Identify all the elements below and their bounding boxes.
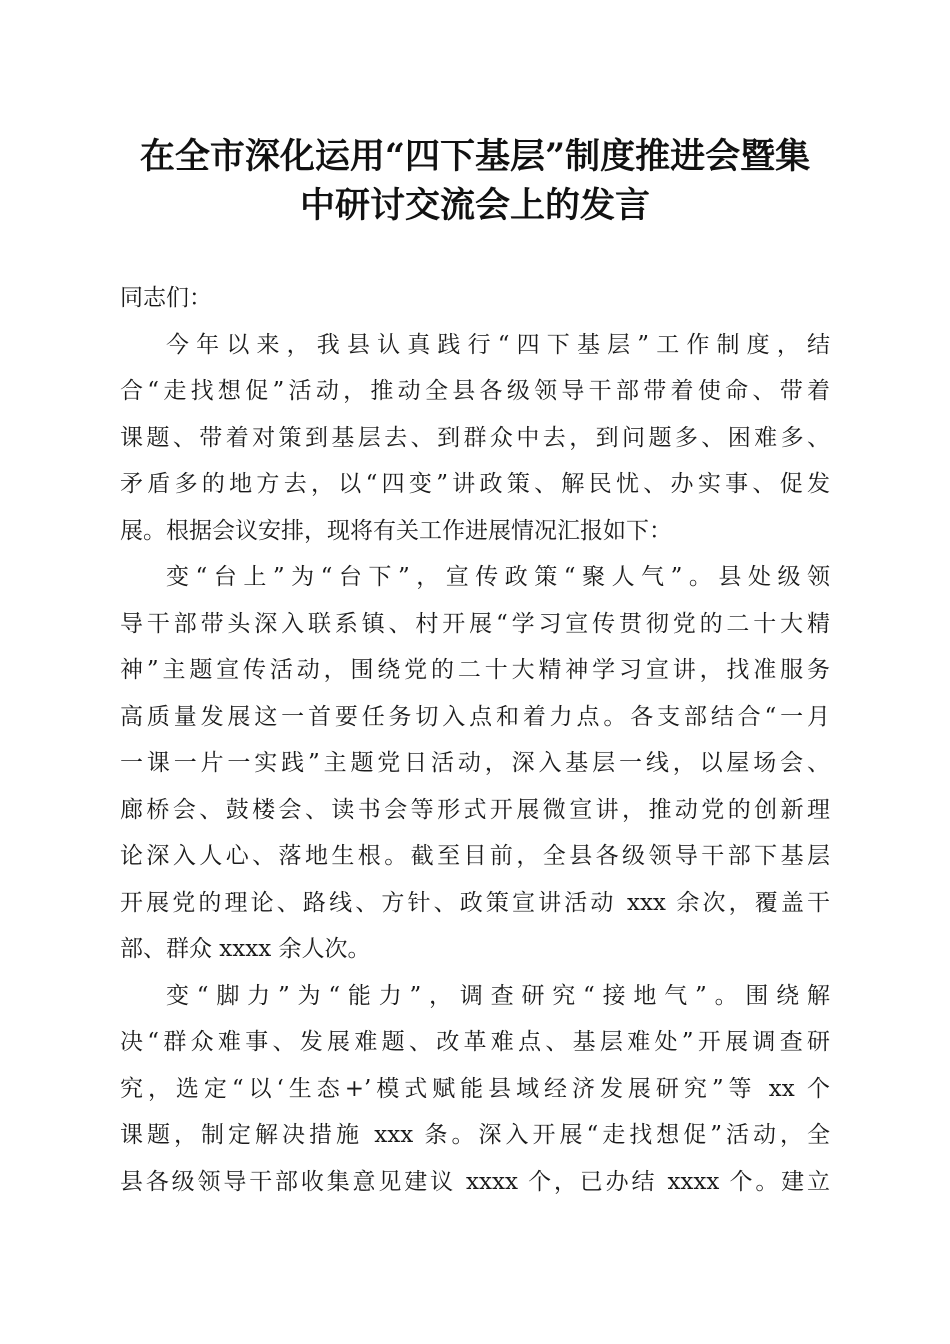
salutation: 同志们： — [120, 285, 212, 311]
paragraph-line: 开展党的理论、路线、方针、政策宣讲活动 xxx 余次，覆盖干 — [120, 889, 830, 916]
paragraph-line: 矛盾多的地方去，以“四变”讲政策、解民忧、办实事、促发 — [120, 471, 830, 497]
document-title — [100, 132, 850, 230]
paragraph-line: 廊桥会、鼓楼会、读书会等形式开展微宣讲，推动党的创新理 — [120, 796, 830, 823]
title-line-1: 在全市深化运用“四下基层”制度推进会暨集 — [139, 136, 811, 177]
paragraph-research — [120, 973, 830, 1206]
paragraph-line: 变“脚力”为“能力”，调查研究“接地气”。围绕解 — [166, 982, 830, 1009]
paragraph-line: 展。根据会议安排，现将有关工作进展情况汇报如下： — [120, 517, 672, 544]
paragraph-line: 神”主题宣传活动，围绕党的二十大精神学习宣讲，找准服务 — [120, 657, 830, 683]
paragraph-intro — [120, 322, 830, 555]
paragraph-line: 今年以来，我县认真践行“四下基层”工作制度，结 — [166, 331, 830, 358]
paragraph-line: 课题，制定解决措施 xxx 条。深入开展“走找想促”活动，全 — [120, 1122, 830, 1148]
paragraph-line: 一课一片一实践”主题党日活动，深入基层一线，以屋场会、 — [120, 750, 830, 776]
paragraph-line: 合“走找想促”活动，推动全县各级领导干部带着使命、带着 — [120, 378, 830, 404]
paragraph-line: 论深入人心、落地生根。截至目前，全县各级领导干部下基层 — [120, 843, 830, 869]
paragraph-line: 究，选定“以‘生态+’模式赋能县域经济发展研究”等 xx 个 — [120, 1075, 830, 1102]
document-body — [120, 275, 830, 1205]
paragraph-line: 变“台上”为“台下”，宣传政策“聚人气”。县处级领 — [166, 564, 830, 590]
paragraph-policy-promotion — [120, 554, 830, 973]
paragraph-line: 县各级领导干部收集意见建议 xxxx 个，已办结 xxxx 个。建立 — [120, 1168, 830, 1195]
paragraph-line: 课题、带着对策到基层去、到群众中去，到问题多、困难多、 — [120, 424, 830, 451]
paragraph-line: 导干部带头深入联系镇、村开展“学习宣传贯彻党的二十大精 — [120, 610, 830, 637]
paragraph-line: 决“群众难事、发展难题、改革难点、基层难处”开展调查研 — [120, 1029, 830, 1055]
paragraph-line: 高质量发展这一首要任务切入点和着力点。各支部结合“一月 — [120, 703, 830, 730]
paragraph-line: 部、群众 xxxx 余人次。 — [120, 936, 371, 962]
title-line-2: 中研讨交流会上的发言 — [299, 185, 650, 226]
